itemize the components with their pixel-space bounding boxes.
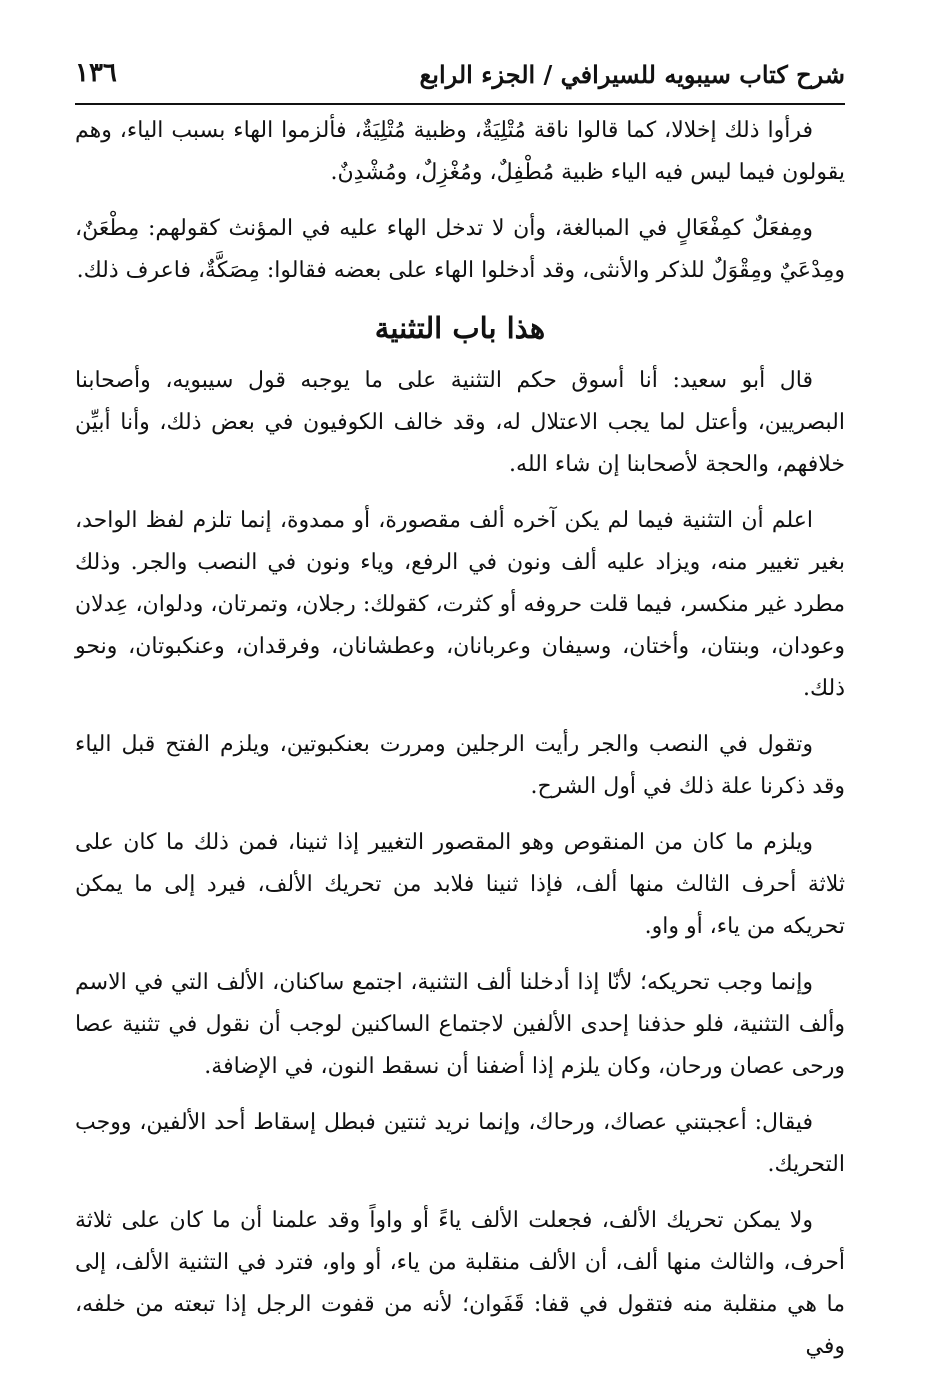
paragraph: اعلم أن التثنية فيما لم يكن آخره ألف مقصورة، أو ممدوة، إنما تلزم لفظ الواحد، بغير تغيير منه، ويزاد عليه ألف ونون في الرفع، وياء ونون في النصب والجر. وذلك مطرد غير منكسر، فيما قلت حروفه أو كثرت، كقولك: رجلان، وتمرتان، ودلوان، عِدلان وعودان، وبنتان، وأختان، وسيفان وعربانان، وعطشانان، وفرقدان، وعنكبوتان، ونحو ذلك. (75, 508, 845, 701)
paragraph: قال أبو سعيد: أنا أسوق حكم التثنية على ما يوجبه قول سيبويه، وأصحابنا البصريين، وأعتل لما يجب الاعتلال له، وقد خالف الكوفيون في بعض ذلك، وأنا أبيِّن خلافهم، والحجة لأصحابنا إن شاء الله. (75, 368, 845, 477)
page-number: ١٣٦ (75, 58, 117, 88)
paragraph: ولا يمكن تحريك الألف، فجعلت الألف ياءً أو واواً وقد علمنا أن ما كان على ثلاثة أحرف، والثالث منها ألف، أن الألف منقلبة من ياء، أو واو، فترد في التثنية الألف، إلى ما هي منقلبة منه فتقول في قفا: قَفَوان؛ لأنه من قفوت الرجل إذا تبعته من خلفه، وفي (75, 1208, 846, 1359)
paragraph: ومِفعَلٌ كمِفْعَالٍ في المبالغة، وأن لا تدخل الهاء عليه في المؤنث كقولهم: مِطْعَنٌ، ومِدْعَيٌ ومِقْوَلٌ للذكر والأنثى، وقد أدخلوا الهاء على بعضه فقالوا: مِصَكَّةٌ، فاعرف ذلك. (75, 216, 845, 283)
paragraph: ويلزم ما كان من المنقوص وهو المقصور التغيير إذا ثنينا، فمن ذلك ما كان على ثلاثة أحرف الثالث منها ألف، فإذا ثنينا فلابد من تحريك الألف، فيرد إلى ما يمكن تحريكه من ياء، أو واو. (75, 830, 845, 939)
section-heading: هذا باب التثنية (374, 311, 546, 345)
paragraph: فرأوا ذلك إخلالا، كما قالوا ناقة مُتْلِيَةٌ، وظبية مُتْلِيَةٌ، فألزموا الهاء بسبب الياء، وهم يقولون فيما ليس فيه الياء ظبية مُطْفِلٌ، ومُغْزِلٌ، ومُشْدِنٌ. (75, 118, 845, 185)
page-header (75, 52, 845, 102)
running-title: شرح كتاب سيبويه للسيرافي / الجزء الرابع (419, 60, 845, 89)
paragraph: فيقال: أعجبتني عصاك، ورحاك، وإنما نريد ثنتين فبطل إسقاط أحد الألفين، ووجب التحريك. (75, 1110, 845, 1177)
paragraph: وتقول في النصب والجر رأيت الرجلين ومررت بعنكبوتين، ويلزم الفتح قبل الياء وقد ذكرنا علة ذلك في أول الشرح. (75, 732, 845, 799)
page-body (75, 110, 845, 1382)
header-divider (75, 103, 845, 105)
paragraph: وإنما وجب تحريكه؛ لأنّا إذا أدخلنا ألف التثنية، اجتمع ساكنان، الألف التي في الاسم وألف التثنية، فلو حذفنا إحدى الألفين لاجتماع الساكنين لوجب أن نقول في تثنية عصا ورحى عصان ورحان، وكان يلزم إذا أضفنا أن نسقط النون، في الإضافة. (75, 970, 845, 1079)
